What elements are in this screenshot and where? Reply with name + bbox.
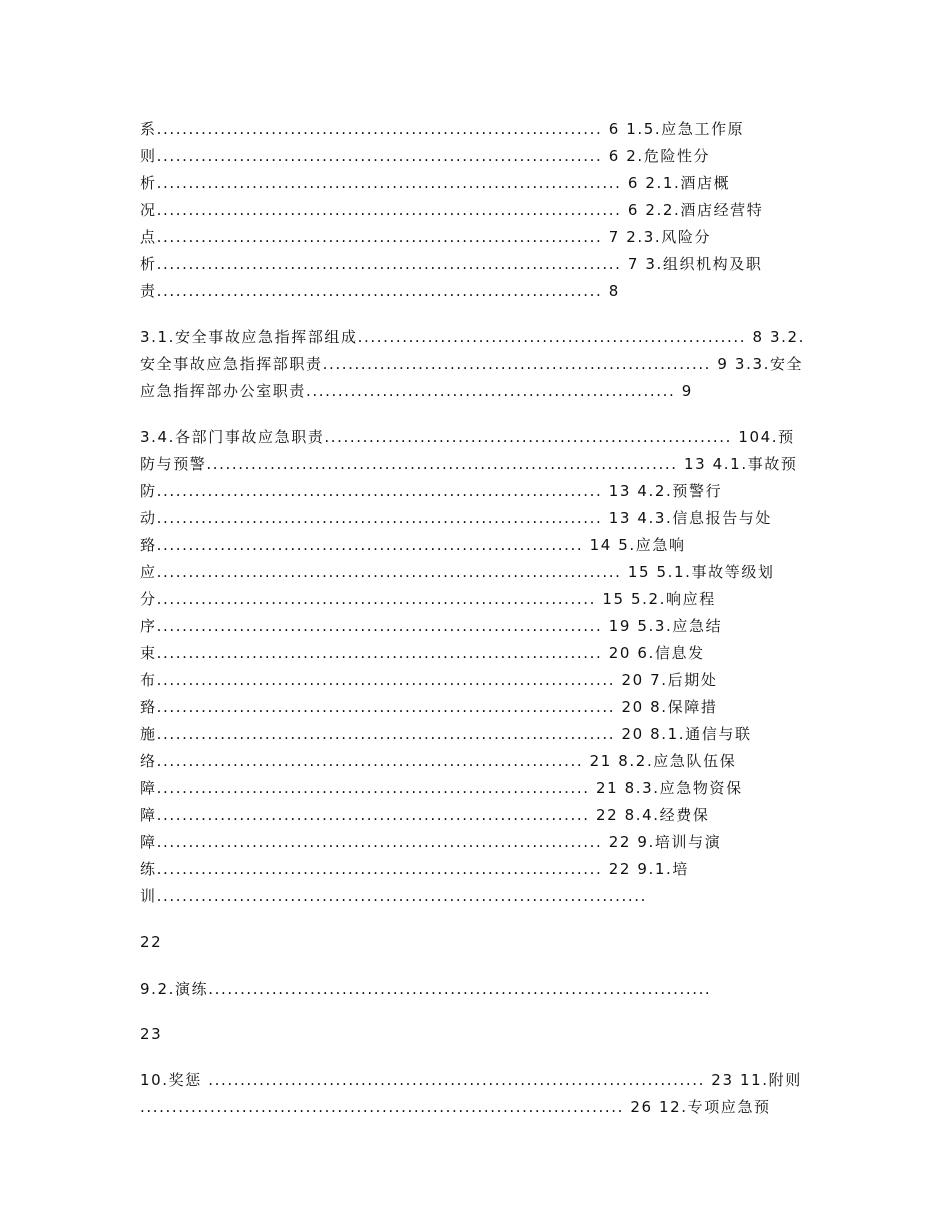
toc-line: 障.................................................................... 21 8.3.应急物资保 — [140, 779, 743, 797]
toc-line: 防...................................................................... 13 4.2.预警行 — [140, 482, 723, 500]
toc-line: ............................................................................ 26 12.专项应急预 — [140, 1098, 771, 1116]
toc-line: 9.2.演练............................................................................... — [140, 980, 712, 998]
toc-line: 系...................................................................... 6 1.5.应急工作原 — [140, 120, 745, 138]
toc-line: 应急指挥部办公室职责.......................................................... 9 — [140, 382, 693, 400]
toc-line: 障.................................................................... 22 8.4.经费保 — [140, 806, 710, 824]
toc-line: 序...................................................................... 19 5.3.应急结 — [140, 617, 723, 635]
toc-line: 析......................................................................... 6 2.1.酒店概 — [140, 174, 731, 192]
toc-line: 3.4.各部门事故应急职责................................................................ 104.预 — [140, 428, 795, 446]
toc-line: 防与预警.......................................................................... 13 4.1.事故预 — [140, 455, 798, 473]
toc-line: 点...................................................................... 7 2.3.风险分 — [140, 228, 712, 246]
toc-page-number: 22 — [140, 933, 163, 951]
toc-line: 安全事故应急指挥部职责............................................................. 9 3.3.安全 — [140, 355, 804, 373]
toc-page-number: 23 — [140, 1025, 163, 1043]
toc-line: 况......................................................................... 6 2.2.酒店经营特 — [140, 201, 764, 219]
toc-line: 训............................................................................. — [140, 887, 647, 905]
toc-line: 析......................................................................... 7 3.组织机构及职 — [140, 255, 763, 273]
toc-line: 练...................................................................... 22 9.1.培 — [140, 860, 690, 878]
toc-line: 障...................................................................... 22 9.培训与演 — [140, 833, 722, 851]
toc-line: 布........................................................................ 20 7.后期处 — [140, 671, 718, 689]
toc-line: 责...................................................................... 8 — [140, 282, 620, 300]
toc-line: 臵........................................................................ 20 8.保障措 — [140, 698, 718, 716]
toc-line: 络................................................................... 21 8.2.应急队伍保 — [140, 752, 737, 770]
toc-line: 3.1.安全事故应急指挥部组成............................................................. 8 3.2. — [140, 328, 805, 346]
toc-line: 动...................................................................... 13 4.3.信息报告与处 — [140, 509, 773, 527]
toc-line: 10.奖惩 .............................................................................. 23 11.附则 — [140, 1071, 802, 1089]
toc-line: 应......................................................................... 15 5.1.事故等级划 — [140, 563, 775, 581]
toc-line: 则...................................................................... 6 2.危险性分 — [140, 147, 711, 165]
toc-line: 施........................................................................ 20 8.1.通信与联 — [140, 725, 752, 743]
toc-line: 束...................................................................... 20 6.信息发 — [140, 644, 705, 662]
toc-line: 分..................................................................... 15 5.2.响应程 — [140, 590, 716, 608]
toc-line: 臵................................................................... 14 5.应急响 — [140, 536, 686, 554]
